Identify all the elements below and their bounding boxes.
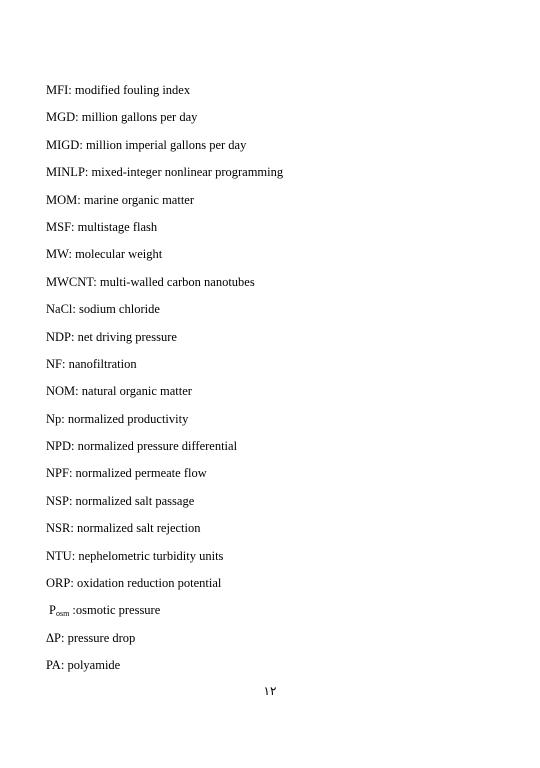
abbreviation-definition: nephelometric turbidity units — [78, 548, 224, 563]
list-item — [46, 409, 283, 436]
list-item — [46, 299, 283, 326]
separator: : — [71, 329, 78, 344]
abbreviation-term: ORP — [46, 576, 71, 591]
list-item — [46, 80, 283, 107]
list-item — [46, 354, 283, 381]
abbreviation-definition: sodium chloride — [79, 302, 160, 317]
abbreviation-definition: osmotic pressure — [75, 603, 161, 618]
separator: : — [84, 165, 92, 180]
abbreviation-definition: oxidation reduction potential — [76, 576, 222, 591]
list-item — [46, 162, 283, 189]
separator: : — [68, 466, 76, 481]
abbreviation-definition: multi-walled carbon nanotubes — [99, 274, 255, 289]
separator: : — [79, 137, 86, 152]
abbreviation-definition: normalized pressure differential — [77, 439, 238, 454]
abbreviation-term: MWCNT — [46, 274, 94, 289]
separator: : — [75, 110, 82, 125]
abbreviation-definition: multistage flash — [77, 219, 158, 234]
abbreviation-definition: pressure drop — [67, 630, 136, 645]
list-item — [46, 600, 283, 627]
list-item — [46, 381, 283, 408]
abbreviation-definition: net driving pressure — [77, 329, 177, 344]
abbreviation-definition: million imperial gallons per day — [85, 137, 247, 152]
abbreviation-definition: normalized salt passage — [75, 493, 195, 508]
abbreviation-term: NDP — [46, 329, 72, 344]
abbreviation-definition: polyamide — [67, 658, 121, 673]
list-item — [46, 546, 283, 573]
abbreviation-definition: natural organic matter — [81, 384, 192, 399]
separator: : — [72, 302, 79, 317]
separator: : — [61, 630, 68, 645]
abbreviation-term: MFI — [46, 83, 69, 97]
separator: : — [68, 493, 76, 508]
abbreviation-definition: mixed-integer nonlinear programming — [91, 165, 284, 180]
abbreviation-term: P — [49, 603, 56, 618]
separator: : — [75, 384, 82, 399]
abbreviation-definition: nanofiltration — [68, 356, 137, 371]
list-item — [46, 491, 283, 518]
abbreviation-definition: modified fouling index — [74, 83, 191, 97]
list-item — [46, 463, 283, 490]
abbreviation-term: MIGD — [46, 137, 80, 152]
abbreviation-term: NOM — [46, 384, 76, 399]
list-item — [46, 107, 283, 134]
list-item — [46, 327, 283, 354]
abbreviation-term: MINLP — [46, 165, 85, 180]
abbreviation-list — [46, 80, 283, 683]
separator: : — [77, 192, 84, 207]
abbreviation-term: NaCl — [46, 302, 73, 317]
abbreviation-definition: normalized permeate flow — [75, 466, 207, 481]
page-number: ١٢ — [263, 684, 277, 698]
list-item — [46, 518, 283, 545]
separator: : — [60, 658, 68, 673]
list-item — [46, 655, 283, 682]
separator: : — [71, 219, 78, 234]
abbreviation-definition: marine organic matter — [83, 192, 195, 207]
separator: : — [69, 603, 76, 618]
separator: : — [70, 576, 77, 591]
abbreviation-term: NF — [46, 356, 62, 371]
abbreviation-definition: normalized productivity — [67, 411, 189, 426]
list-item — [46, 217, 283, 244]
separator: : — [61, 356, 69, 371]
separator: : — [71, 548, 79, 563]
abbreviation-term: NSP — [46, 493, 69, 508]
abbreviation-term: MW — [46, 247, 69, 262]
list-item — [46, 244, 283, 271]
separator: : — [61, 411, 68, 426]
abbreviation-definition: normalized salt rejection — [76, 521, 201, 536]
abbreviation-term: NSR — [46, 521, 71, 536]
abbreviation-term: MSF — [46, 219, 72, 234]
abbreviation-definition: molecular weight — [75, 247, 163, 262]
abbreviation-term: NTU — [46, 548, 72, 563]
abbreviation-term: PA — [46, 658, 61, 673]
abbreviation-term: Np — [46, 411, 62, 426]
abbreviation-definition: million gallons per day — [81, 110, 198, 125]
abbreviation-term: NPD — [46, 439, 72, 454]
list-item — [46, 573, 283, 600]
list-item — [46, 190, 283, 217]
list-item — [46, 135, 283, 162]
separator: : — [68, 83, 75, 97]
separator: : — [93, 274, 100, 289]
abbreviation-term: MGD — [46, 110, 76, 125]
list-item — [46, 436, 283, 463]
list-item — [46, 628, 283, 655]
abbreviation-term: ΔP — [46, 630, 61, 645]
abbreviation-term: MOM — [46, 192, 78, 207]
list-item — [46, 272, 283, 299]
separator: : — [70, 521, 77, 536]
abbreviation-term: NPF — [46, 466, 69, 481]
separator: : — [71, 439, 78, 454]
abbreviation-term-subscript: osm — [55, 609, 70, 619]
separator: : — [68, 247, 76, 262]
